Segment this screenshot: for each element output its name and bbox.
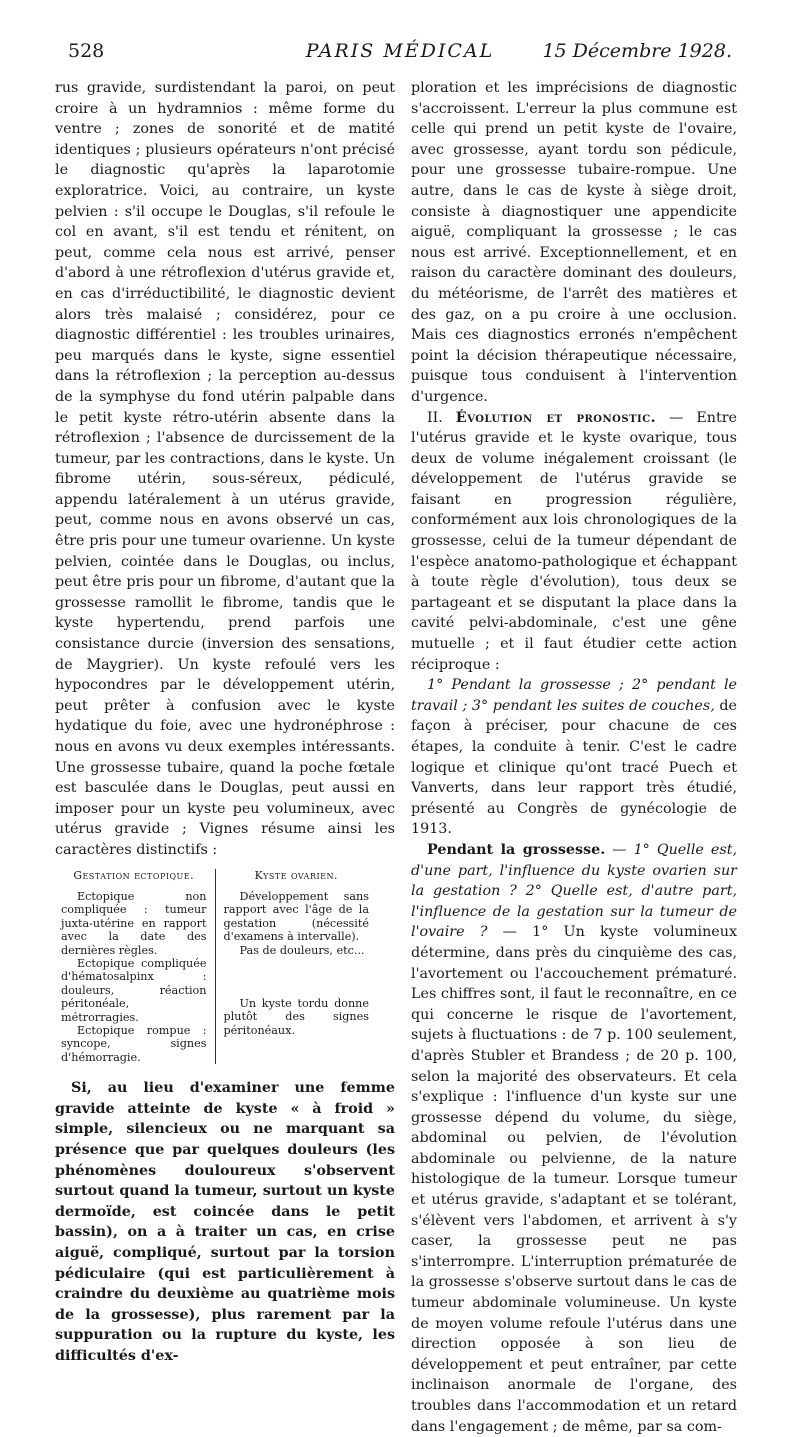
page-number: 528 bbox=[68, 40, 105, 62]
page-header bbox=[68, 40, 732, 70]
paragraph-text: de façon à préciser, pour chacune de ces étapes, la conduite à tenir. C'est le cadre logique et clinique qu'ont tracé Puech et Vanverts, dans leur rapport très étudié, présenté au Congrès de gynécologie de 1913. bbox=[411, 697, 737, 838]
table-cell: Ectopique rompue : syncope, signes d'hémorragie. bbox=[61, 1024, 207, 1064]
table-column-ovarian bbox=[216, 869, 378, 1065]
paragraph bbox=[411, 840, 737, 1437]
table-cell: Ectopique compliquée d'hématosalpinx : douleurs, réaction péritonéale, métrorragies. bbox=[61, 957, 207, 1024]
italic-text: — 1° Quelle est, d'une part, l'influence du kyste ovarien sur la gestation ? 2° Quelle est, d'autre part, l'influence de la gestation sur la tumeur de l'ovaire ? bbox=[411, 841, 738, 941]
paragraph: rus gravide, surdistendant la paroi, on peut croire à un hydramnios : même forme du ventre ; zones de sonorité et de matité identiques ; plusieurs opérateurs n'ont précisé le diagnostic qu'après la laparotomie exploratrice. Voici, au contraire, un kyste pelvien : s'il occupe le Douglas, s'il refoule le col en avant, s'il est tendu et rénitent, on peut, comme cela nous est arrivé, penser d'abord à une rétroflexion d'utérus gravide et, en cas d'irréductibilité, le diagnostic devient alors très malaisé ; considérez, pour ce diagnostic différentiel : les troubles urinaires, peu marqués dans le kyste, signe essentiel dans la rétroflexion ; la perception au-dessus de la symphyse du fond utérin palpable dans le petit kyste rétro-utérin absente dans la rétroflexion ; l'absence de durcissement de la tumeur, par les contractions, dans le kyste. Un fibrome utérin, sous-séreux, pédiculé, appendu latéralement à un utérus gravide, peut, comme nous en avons observé un cas, être pris pour une tumeur ovarienne. Un kyste pelvien, cointée dans le Douglas, ou inclus, peut être pris pour un fibrome, d'autant que la grossesse ramollit le fibrome, tandis que le kyste hypertendu, prend parfois une consistance durcie (inversion des sensations, de Maygrier). Un kyste refoulé vers les hypocondres par le développement utérin, peut prêter à confusion avec le kyste hydatique du foie, avec une hydronéphrose : nous en avons vu deux exemples intéressants. Une grossesse tubaire, quand la poche fœtale est basculée dans le Douglas, peut aussi en imposer pour un kyste peu volumineux, avec utérus gravide ; Vignes résume ainsi les caractères distinctifs : bbox=[55, 80, 395, 858]
table-header: Gestation ectopique. bbox=[73, 868, 195, 882]
issue-date: 15 Décembre 1928. bbox=[542, 40, 732, 62]
table-cell: Ectopique non compliquée : tumeur juxta-utérine en rapport avec la date des dernières règles. bbox=[61, 889, 207, 957]
subsection-title: Pendant la grossesse. bbox=[427, 841, 606, 858]
section-title: Évolution et pronostic. bbox=[455, 409, 657, 426]
paragraph bbox=[411, 675, 737, 840]
italic-text: 1° Pendant la grossesse ; 2° pendant le travail ; 3° pendant les suites de couches, bbox=[411, 677, 737, 714]
left-column bbox=[55, 78, 395, 1367]
comparison-table bbox=[61, 869, 377, 1065]
table-column-ectopic bbox=[61, 869, 216, 1065]
paragraph-text: — 1° Un kyste volumineux détermine, dans près du cinquième des cas, l'avortement ou l'accouchement prématuré. Les chiffres sont, il faut le reconnaître, en ce qui concerne le risque de l'avortement, sujets à fluctuations : de 7 p. 100 seulement, d'après Stubler et Brandess ; de 20 p. 100, selon la majorité des observateurs. Et cela s'explique : l'influence d'un kyste sur une grossesse dépend du volume, du siège, abdominal ou pelvien, de l'évolution abdominale ou pelvienne, de la nature histologique de la tumeur. Lorsque tumeur et utérus gravide, s'adaptant et se tolérant, s'élèvent vers l'abdomen, et arrivent à s'y caser, la grossesse peut ne pas s'interrompre. L'interruption prématurée de la grossesse s'observe surtout dans le cas de tumeur abdominale volumineuse. Un kyste de moyen volume refoule l'utérus dans une direction opposée à son lieu de développement et peut entraîner, par cette inclinaison anormale de l'organe, des troubles dans l'accommodation et un retard dans l'engagement ; de même, par sa com- bbox=[411, 924, 738, 1435]
section-number: II. bbox=[427, 409, 443, 426]
journal-title: PARIS MÉDICAL bbox=[305, 40, 495, 62]
right-column bbox=[411, 78, 737, 1437]
table-header: Kyste ovarien. bbox=[254, 868, 338, 882]
paragraph-text: — Entre l'utérus gravide et le kyste ovarique, tous deux de volume inégalement croissant (le développement de l'utérus gravide se faisant en progression régulière, conformément aux lois chronologiques de la grossesse, celui de la tumeur dépendant de l'espèce anatomo-pathologique et échappant à toute règle d'évolution), tous deux se partageant et se disputant la place dans la cavité pelvi-abdominale, c'est une gêne mutuelle ; et il faut étudier cette action réciproque : bbox=[411, 409, 738, 673]
paragraph: Si, au lieu d'examiner une femme gravide atteinte de kyste « à froid » simple, silencieux ou ne marquant sa présence que par quelques douleurs (les phénomènes douloureux s'observent surtout quand la tumeur, surtout un kyste dermoïde, est coincée dans le petit bassin), on a à traiter un cas, en crise aiguë, compliqué, surtout par la torsion pédiculaire (qui est particulièrement à craindre du deuxième au quatrième mois de la grossesse), plus rarement par la suppuration ou la rupture du kyste, les difficultés d'ex- bbox=[55, 1080, 395, 1364]
paragraph bbox=[411, 408, 737, 676]
table-cell: Un kyste tordu donne plutôt des signes péritonéaux. bbox=[223, 997, 369, 1037]
paragraph: ploration et les imprécisions de diagnostic s'accroissent. L'erreur la plus commune est celle qui prend un petit kyste de l'ovaire, avec grossesse, ayant tordu son pédicule, pour une grossesse tubaire-rompue. Une autre, dans le cas de kyste à siège droit, consiste à diagnostiquer une appendicite aiguë, compliquant la grossesse ; le cas nous est arrivé. Exceptionnellement, et en raison du caractère dominant des douleurs, du météorisme, de l'arrêt des matières et des gaz, on a pu croire à une occlusion. Mais ces diagnostics erronés n'empêchent point la décision thérapeutique nécessaire, puisque tous conduisent à l'intervention d'urgence. bbox=[411, 80, 737, 405]
table-cell: Développement sans rapport avec l'âge de la gestation (nécessité d'examens à intervalle). bbox=[223, 889, 369, 944]
table-cell: Pas de douleurs, etc... bbox=[239, 943, 365, 957]
